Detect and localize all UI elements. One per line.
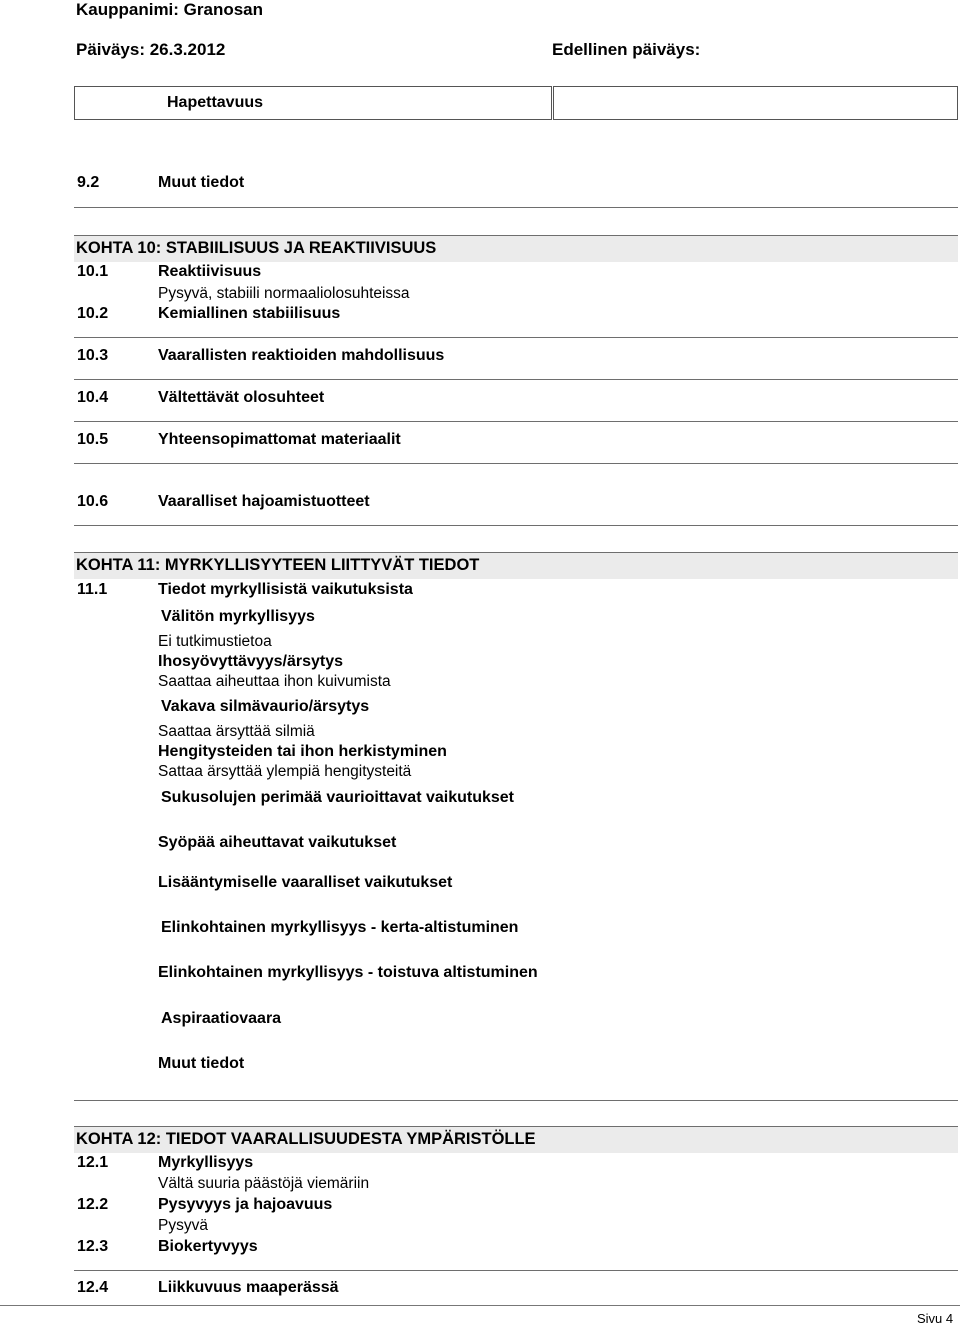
- section-12-title: KOHTA 12: TIEDOT VAARALLISUUDESTA YMPÄRISTÖLLE: [76, 1130, 536, 1148]
- s10-3-label: Vaarallisten reaktioiden mahdollisuus: [158, 347, 445, 364]
- oxidizing-label: Hapettavuus: [167, 94, 264, 111]
- s11-1-label: Tiedot myrkyllisistä vaikutuksista: [158, 581, 413, 598]
- s10-4-label: Vältettävät olosuhteet: [158, 389, 325, 406]
- mutagenicity-heading: Sukusolujen perimää vaurioittavat vaikutukset: [161, 789, 515, 806]
- section-12-heading: [74, 1126, 958, 1153]
- s10-4-number: 10.4: [77, 389, 109, 406]
- eye-damage-heading: Vakava silmävaurio/ärsytys: [161, 698, 370, 715]
- reproductive-toxicity-heading: Lisääntymiselle vaaralliset vaikutukset: [158, 874, 453, 891]
- s9-2-number: 9.2: [77, 174, 100, 191]
- s12-3-label: Biokertyvyys: [158, 1238, 258, 1255]
- divider: [74, 1270, 958, 1271]
- s10-1-number: 10.1: [77, 263, 109, 280]
- s10-3-number: 10.3: [77, 347, 109, 364]
- s10-5-label: Yhteensopimattomat materiaalit: [158, 431, 401, 448]
- other-info-heading: Muut tiedot: [158, 1055, 245, 1072]
- s12-3-number: 12.3: [77, 1238, 109, 1255]
- eye-damage-text: Saattaa ärsyttää silmiä: [158, 723, 315, 740]
- skin-irritation-heading: Ihosyövyttävyys/ärsytys: [158, 653, 343, 670]
- oxidizing-label-box: [74, 86, 552, 120]
- section-10-heading: [74, 235, 958, 262]
- s10-1-label: Reaktiivisuus: [158, 263, 262, 280]
- s10-5-number: 10.5: [77, 431, 109, 448]
- s10-1-text: Pysyvä, stabiili normaaliolosuhteissa: [158, 285, 410, 302]
- page-number: Sivu 4: [917, 1311, 954, 1326]
- s12-2-label: Pysyvyys ja hajoavuus: [158, 1196, 333, 1213]
- section-10-title: KOHTA 10: STABIILISUUS JA REAKTIIVISUUS: [76, 239, 437, 257]
- divider: [74, 337, 958, 338]
- s10-2-number: 10.2: [77, 305, 109, 322]
- section-11-heading: [74, 552, 958, 579]
- skin-irritation-text: Saattaa aiheuttaa ihon kuivumista: [158, 673, 391, 690]
- stot-repeated-heading: Elinkohtainen myrkyllisyys - toistuva altistuminen: [158, 964, 538, 981]
- section-11-title: KOHTA 11: MYRKYLLISYYTEEN LIITTYVÄT TIEDOT: [76, 556, 480, 574]
- s12-1-label: Myrkyllisyys: [158, 1154, 254, 1171]
- stot-single-heading: Elinkohtainen myrkyllisyys - kerta-altistuminen: [161, 919, 519, 936]
- divider: [74, 1100, 958, 1101]
- s12-2-text: Pysyvä: [158, 1217, 208, 1234]
- divider: [74, 207, 958, 208]
- s10-2-label: Kemiallinen stabiilisuus: [158, 305, 341, 322]
- footer-divider: [0, 1305, 960, 1306]
- divider: [74, 379, 958, 380]
- company-name: Kauppanimi: Granosan: [76, 0, 264, 19]
- divider: [74, 421, 958, 422]
- s12-2-number: 12.2: [77, 1196, 109, 1213]
- s12-1-number: 12.1: [77, 1154, 109, 1171]
- acute-toxicity-heading: Välitön myrkyllisyys: [161, 608, 315, 625]
- s12-1-text: Vältä suuria päästöjä viemäriin: [158, 1175, 370, 1192]
- s10-6-label: Vaaralliset hajoamistuotteet: [158, 493, 370, 510]
- carcinogenicity-heading: Syöpää aiheuttavat vaikutukset: [158, 834, 397, 851]
- aspiration-hazard-heading: Aspiraatiovaara: [161, 1010, 282, 1027]
- s9-2-label: Muut tiedot: [158, 174, 245, 191]
- previous-date: Edellinen päiväys:: [552, 40, 701, 59]
- s11-1-number: 11.1: [77, 581, 108, 598]
- divider: [74, 463, 958, 464]
- s12-4-label: Liikkuvuus maaperässä: [158, 1279, 339, 1296]
- sensitisation-text: Sattaa ärsyttää ylempiä hengitysteitä: [158, 763, 412, 780]
- s12-4-number: 12.4: [77, 1279, 109, 1296]
- oxidizing-value-box: [553, 86, 958, 120]
- divider: [74, 525, 958, 526]
- acute-toxicity-text: Ei tutkimustietoa: [158, 633, 272, 650]
- s10-6-number: 10.6: [77, 493, 109, 510]
- sensitisation-heading: Hengitysteiden tai ihon herkistyminen: [158, 743, 447, 760]
- document-date: Päiväys: 26.3.2012: [76, 40, 226, 59]
